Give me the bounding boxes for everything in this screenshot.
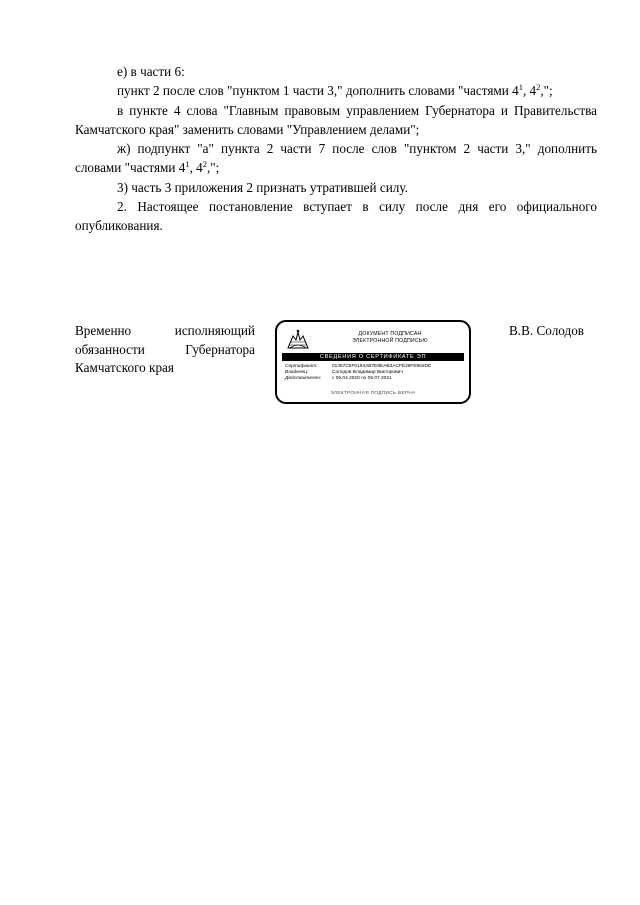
owner-label: Владелец:: [285, 370, 309, 376]
paragraph-4-text-a: ж) подпункт "а" пункта 2 части 7 после слов "пунктом 2 части 3," дополнить словами "частями 4: [75, 141, 597, 176]
stamp-footer: ЭЛЕКТРОННАЯ ПОДПИСЬ ВЕРНА: [330, 390, 416, 395]
paragraph-2-text-a: пункт 2 после слов "пунктом 1 части 3," дополнить словами "частями 4: [117, 83, 519, 99]
superscript: 1: [518, 82, 523, 93]
kamchatka-coat-of-arms-icon: [286, 328, 310, 350]
validity-value: с 06.04.2020 по 06.07.2021: [332, 376, 392, 382]
stamp-row-validity: [285, 376, 465, 382]
electronic-signature-stamp: [275, 320, 471, 404]
superscript: 2: [536, 82, 541, 93]
paragraph-6: [75, 197, 597, 236]
validity-label: Действителен:: [285, 376, 322, 382]
position-line-2: обязанности Губернатора: [75, 341, 255, 357]
paragraph-1: [75, 62, 597, 81]
certificate-value: 01367C5F0194AB7E8EAB3ACFE29FE962DE: [332, 364, 432, 369]
stamp-header: [313, 331, 467, 344]
stamp-certificate-bar: СВЕДЕНИЯ О СЕРТИФИКАТЕ ЭП: [282, 353, 464, 361]
position-line-3: Камчатского края: [75, 360, 174, 375]
paragraph-2-text-c: ,";: [540, 83, 553, 99]
signatory-position: [75, 322, 255, 378]
paragraph-5: [75, 178, 597, 197]
signatory-name: В.В. Солодов: [509, 323, 585, 338]
paragraph-3: [75, 101, 597, 140]
stamp-details: [285, 364, 465, 383]
owner-value: Солодов Владимир Викторович: [332, 370, 403, 376]
document-body: [75, 62, 597, 236]
superscript: 2: [202, 159, 207, 170]
paragraph-5-text: 3) часть 3 приложения 2 признать утратившей силу.: [117, 179, 408, 195]
paragraph-6-text: 2. Настоящее постановление вступает в силу после дня его официального опубликования.: [75, 199, 597, 234]
paragraph-4-text-b: , 4: [189, 160, 203, 176]
paragraph-4-text-c: ,";: [207, 160, 220, 176]
stamp-header-line-1: ДОКУМЕНТ ПОДПИСАН: [358, 331, 422, 337]
certificate-label: Сертификат:: [285, 364, 318, 369]
paragraph-1-text: е) в части 6:: [117, 64, 185, 79]
stamp-header-line-2: ЭЛЕКТРОННОЙ ПОДПИСЬЮ: [352, 337, 428, 344]
paragraph-3-text: в пункте 4 слова "Главным правовым управлением Губернатора и Правительства Камчатского края" заменить словами "Управлением делами";: [75, 102, 597, 137]
paragraph-4: [75, 139, 597, 178]
position-line-1: Временно исполняющий: [75, 323, 255, 338]
paragraph-2: [75, 81, 597, 100]
superscript: 1: [185, 159, 190, 170]
paragraph-2-text-b: , 4: [522, 83, 537, 99]
